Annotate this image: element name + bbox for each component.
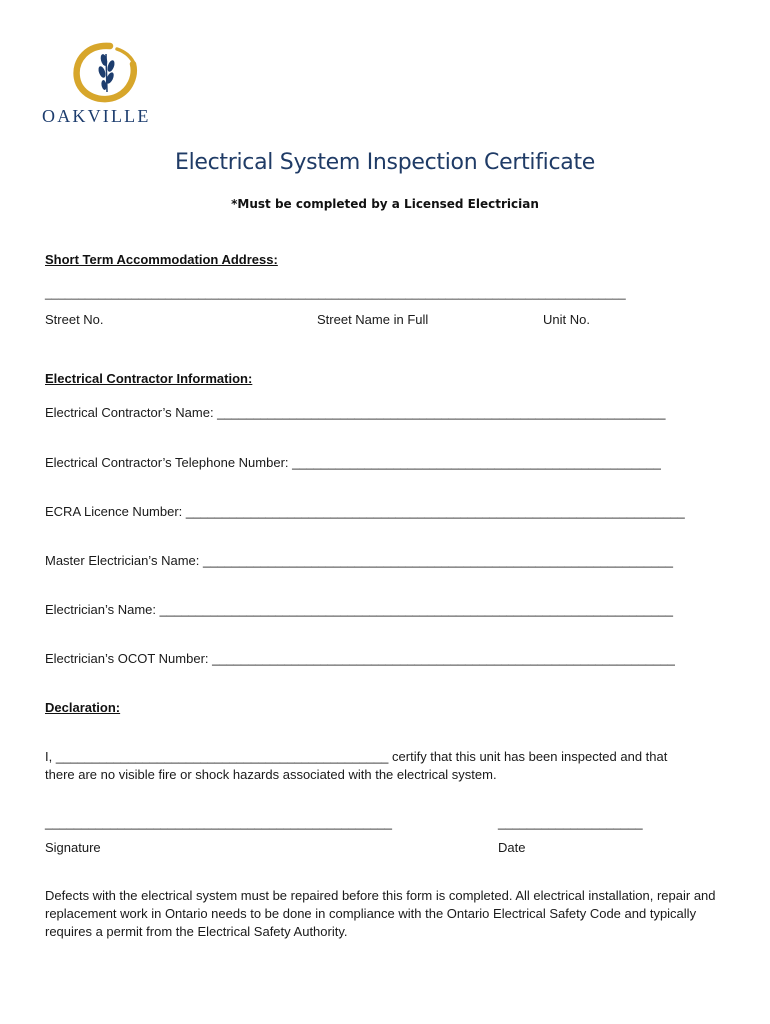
oakville-logo-icon bbox=[70, 40, 140, 106]
master-electrician-field[interactable]: Master Electrician’s Name: _________________________________________________________________ bbox=[45, 553, 673, 568]
declaration-heading: Declaration: bbox=[45, 700, 121, 715]
signature-label: Signature bbox=[45, 840, 101, 855]
logo-text: OAKVILLE bbox=[42, 106, 151, 126]
ocot-number-field[interactable]: Electrician’s OCOT Number: ________________________________________________________________ bbox=[45, 651, 675, 666]
contractor-phone-field[interactable]: Electrical Contractor’s Telephone Number: ___________________________________________________ bbox=[45, 455, 661, 470]
contractor-heading: Electrical Contractor Information: bbox=[45, 371, 253, 386]
address-heading: Short Term Accommodation Address: bbox=[45, 252, 278, 267]
date-line[interactable]: ____________________ bbox=[498, 815, 643, 830]
page-subtitle: *Must be completed by a Licensed Electrician bbox=[231, 197, 539, 211]
address-input-line[interactable]: _______________________________________________________________________________________ bbox=[45, 286, 626, 300]
electrician-name-field[interactable]: Electrician’s Name: _______________________________________________________________________ bbox=[45, 602, 673, 617]
date-label: Date bbox=[498, 840, 526, 855]
street-no-label: Street No. bbox=[45, 312, 104, 327]
signature-line[interactable]: ________________________________________________ bbox=[45, 815, 393, 830]
street-name-label: Street Name in Full bbox=[317, 312, 429, 327]
declaration-line-2: there are no visible fire or shock hazards associated with the electrical system. bbox=[45, 767, 497, 782]
page-title: Electrical System Inspection Certificate bbox=[174, 150, 596, 175]
unit-no-label: Unit No. bbox=[543, 312, 590, 327]
footer-note: Defects with the electrical system must be repaired before this form is completed. All electrical installation, repair and replacement work in Ontario needs to be done in compliance with the Ontario Electrical Safety Code and typically requires a permit from the Electrical Safety Authority. bbox=[45, 888, 716, 939]
ecra-licence-field[interactable]: ECRA Licence Number: _____________________________________________________________________ bbox=[45, 504, 685, 519]
contractor-name-field[interactable]: Electrical Contractor’s Name: ______________________________________________________________ bbox=[45, 405, 666, 420]
declaration-line-1[interactable]: I, ______________________________________________ certify that this unit has been inspected and that bbox=[45, 749, 668, 764]
